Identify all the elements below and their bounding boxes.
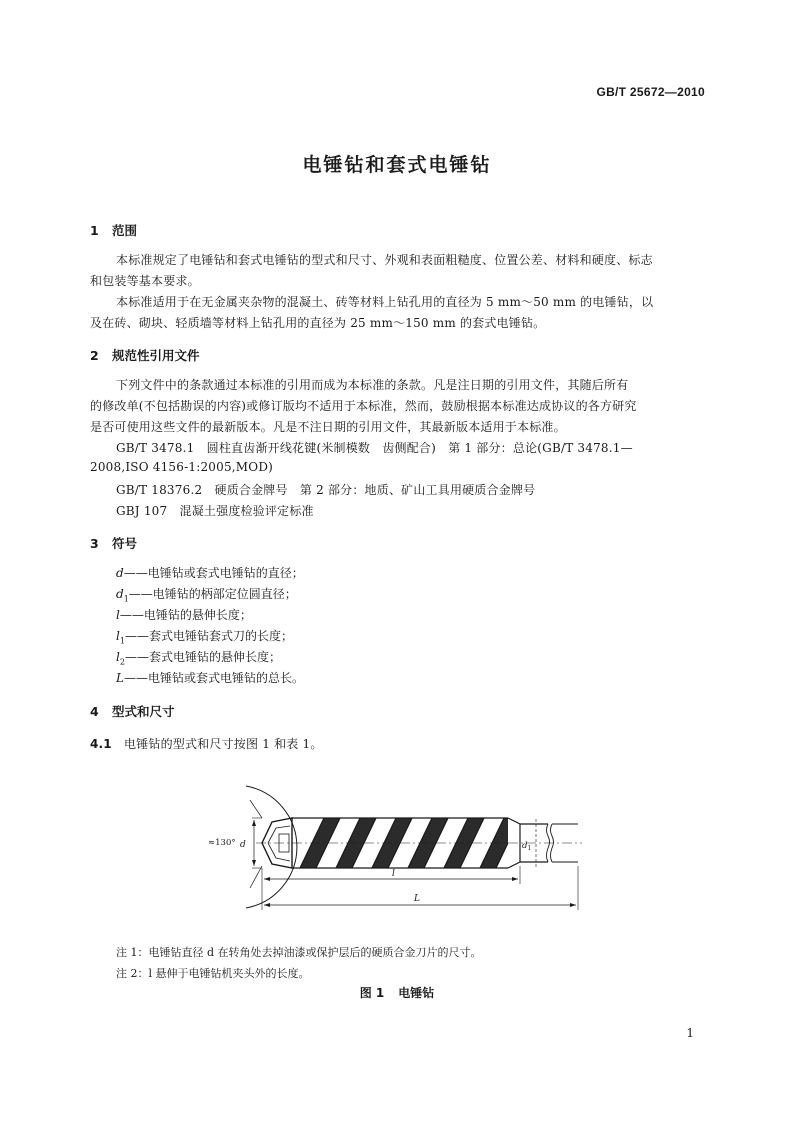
paragraph-line: 及在砖、砌块、轻质墙等材料上钻孔用的直径为 25 mm～150 mm 的套式电锤钻。 bbox=[90, 316, 546, 330]
reference-item: GB/T 18376.2 硬质合金牌号 第 2 部分：地质、矿山工具用硬质合金牌号 bbox=[116, 483, 536, 497]
symbol-text: ——电锤钻的悬伸长度； bbox=[119, 608, 252, 622]
section-title: 型式和尺寸 bbox=[112, 704, 175, 719]
l-label: l bbox=[392, 869, 395, 879]
section-number: 1 bbox=[90, 223, 99, 238]
symbol-text: ——电锤钻或套式电锤钻的直径； bbox=[123, 566, 304, 580]
section-number: 3 bbox=[90, 536, 99, 551]
symbol-subscript: 1 bbox=[119, 636, 125, 646]
symbol-text: ——电锤钻的柄部定位圆直径； bbox=[128, 587, 297, 601]
figure-note-1: 注 1：电锤钻直径 d 在转角处去掉油漆或保护层后的硬质合金刀片的尺寸。 bbox=[116, 946, 482, 959]
paragraph-line: 的修改单(不包括勘误的内容)或修订版均不适用于本标准，然而，鼓励根据本标准达成协议的各方研究 bbox=[90, 399, 637, 413]
angle-label: ≈130° bbox=[208, 838, 236, 848]
arrowhead bbox=[264, 903, 270, 907]
section-title: 规范性引用文件 bbox=[112, 348, 200, 363]
reference-item: GB/T 3478.1 圆柱直齿渐开线花键(米制模数 齿侧配合) 第 1 部分：总论(GB/T 3478.1— bbox=[116, 441, 633, 455]
arrowhead bbox=[252, 860, 256, 866]
symbol-subscript: 2 bbox=[119, 657, 125, 667]
symbol: L bbox=[116, 671, 124, 685]
paragraph-line: 下列文件中的条款通过本标准的引用而成为本标准的条款。凡是注日期的引用文件，其随后所有 bbox=[116, 378, 629, 392]
L-label: L bbox=[414, 894, 420, 904]
reference-item-continued: 2008,ISO 4156-1:2005,MOD) bbox=[90, 460, 274, 474]
symbol: l bbox=[116, 608, 120, 622]
arrowhead bbox=[512, 877, 518, 881]
d1-label bbox=[522, 841, 531, 852]
page-title: 电锤钻和套式电锤钻 bbox=[302, 154, 492, 176]
symbol-text: ——套式电锤钻的悬伸长度； bbox=[124, 650, 281, 664]
symbol: l bbox=[116, 650, 120, 664]
paragraph-line: 和包装等基本要求。 bbox=[90, 274, 200, 288]
angle-leader bbox=[250, 866, 262, 888]
paragraph-line: 本标准规定了电锤钻和套式电锤钻的型式和尺寸、外观和表面粗糙度、位置公差、材料和硬度、标志 bbox=[116, 253, 653, 267]
symbol: d bbox=[116, 587, 124, 601]
symbol-text: ——电锤钻或套式电锤钻的总长。 bbox=[123, 671, 304, 685]
d1-label-symbol: d bbox=[522, 841, 528, 851]
page-number: 1 bbox=[686, 1026, 694, 1040]
section-number: 4 bbox=[90, 704, 99, 719]
subsection-number: 4.1 bbox=[90, 737, 112, 751]
symbol-subscript: 1 bbox=[123, 594, 129, 604]
figure-note-2: 注 2：l 悬伸于电锤钻机夹头外的长度。 bbox=[116, 967, 310, 980]
figure-caption-label: 图 1 bbox=[359, 986, 385, 1000]
arrowhead bbox=[264, 877, 270, 881]
subsection-text: 电锤钻的型式和尺寸按图 1 和表 1。 bbox=[124, 737, 323, 751]
d1-label-subscript: 1 bbox=[527, 845, 532, 852]
reference-item: GBJ 107 混凝土强度检验评定标准 bbox=[116, 504, 314, 518]
angle-leader bbox=[250, 800, 262, 818]
arrowhead bbox=[570, 903, 576, 907]
symbol: l bbox=[116, 629, 120, 643]
arrowhead bbox=[252, 820, 256, 826]
section-title: 范围 bbox=[112, 223, 138, 238]
paragraph-line: 是否可使用这些文件的最新版本。凡是不注日期的引用文件，其最新版本适用于本标准。 bbox=[90, 420, 566, 434]
standard-number: GB/T 25672—2010 bbox=[596, 85, 705, 99]
figure-caption bbox=[0, 984, 794, 1001]
section-title: 符号 bbox=[112, 536, 138, 551]
figure-caption-text: 电锤钻 bbox=[398, 986, 435, 1000]
section-number: 2 bbox=[90, 348, 99, 363]
symbol-text: ——套式电锤钻套式刀的长度； bbox=[124, 629, 293, 643]
paragraph-line: 本标准适用于在无金属夹杂物的混凝土、砖等材料上钻孔用的直径为 5 mm～50 mm 的电锤钻，以 bbox=[116, 295, 654, 309]
symbol: d bbox=[116, 566, 124, 580]
d-label: d bbox=[240, 840, 246, 850]
